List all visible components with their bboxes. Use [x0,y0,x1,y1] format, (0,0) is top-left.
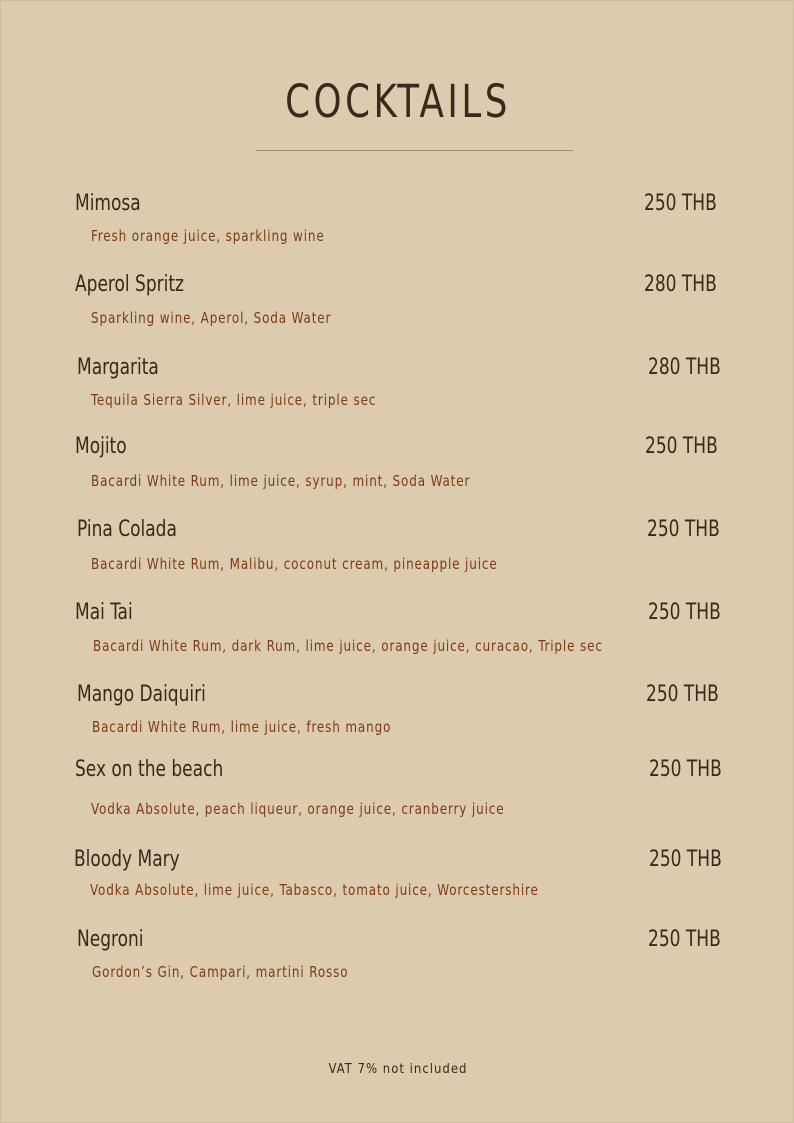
item-description: Sparkling wine, Aperol, Soda Water [91,309,332,327]
item-description: Bacardi White Rum, Malibu, coconut cream, pineapple juice [91,555,498,573]
menu-title: COCKTAILS [285,75,511,128]
item-name: Mai Tai [75,600,133,625]
item-price: 250 THB [644,191,717,216]
item-name: Mojito [75,434,127,459]
item-price: 250 THB [649,847,722,872]
item-price: 250 THB [649,757,722,782]
item-description: Tequila Sierra Silver, lime juice, triple sec [91,391,377,409]
item-description: Bacardi White Rum, dark Rum, lime juice, orange juice, curacao, Triple sec [93,637,603,655]
item-name: Mimosa [75,191,141,216]
vat-note: VAT 7% not included [328,1062,468,1077]
item-description: Bacardi White Rum, lime juice, fresh mango [92,718,392,736]
item-description: Vodka Absolute, lime juice, Tabasco, tomato juice, Worcestershire [90,881,539,899]
item-price: 250 THB [646,682,719,707]
item-price: 280 THB [644,272,717,297]
item-price: 280 THB [648,355,721,380]
item-price: 250 THB [648,927,721,952]
title-divider [256,150,573,151]
item-name: Mango Daiquiri [77,682,206,707]
item-name: Bloody Mary [74,847,180,872]
item-name: Sex on the beach [75,757,224,782]
item-description: Gordon’s Gin, Campari, martini Rosso [92,963,349,981]
item-name: Negroni [77,927,144,952]
item-price: 250 THB [645,434,718,459]
item-name: Aperol Spritz [75,272,185,297]
item-price: 250 THB [647,517,720,542]
item-description: Vodka Absolute, peach liqueur, orange juice, cranberry juice [91,800,505,818]
item-description: Bacardi White Rum, lime juice, syrup, mint, Soda Water [91,472,471,490]
item-description: Fresh orange juice, sparkling wine [91,227,325,245]
item-name: Margarita [77,355,159,380]
item-name: Pina Colada [77,517,177,542]
item-price: 250 THB [648,600,721,625]
